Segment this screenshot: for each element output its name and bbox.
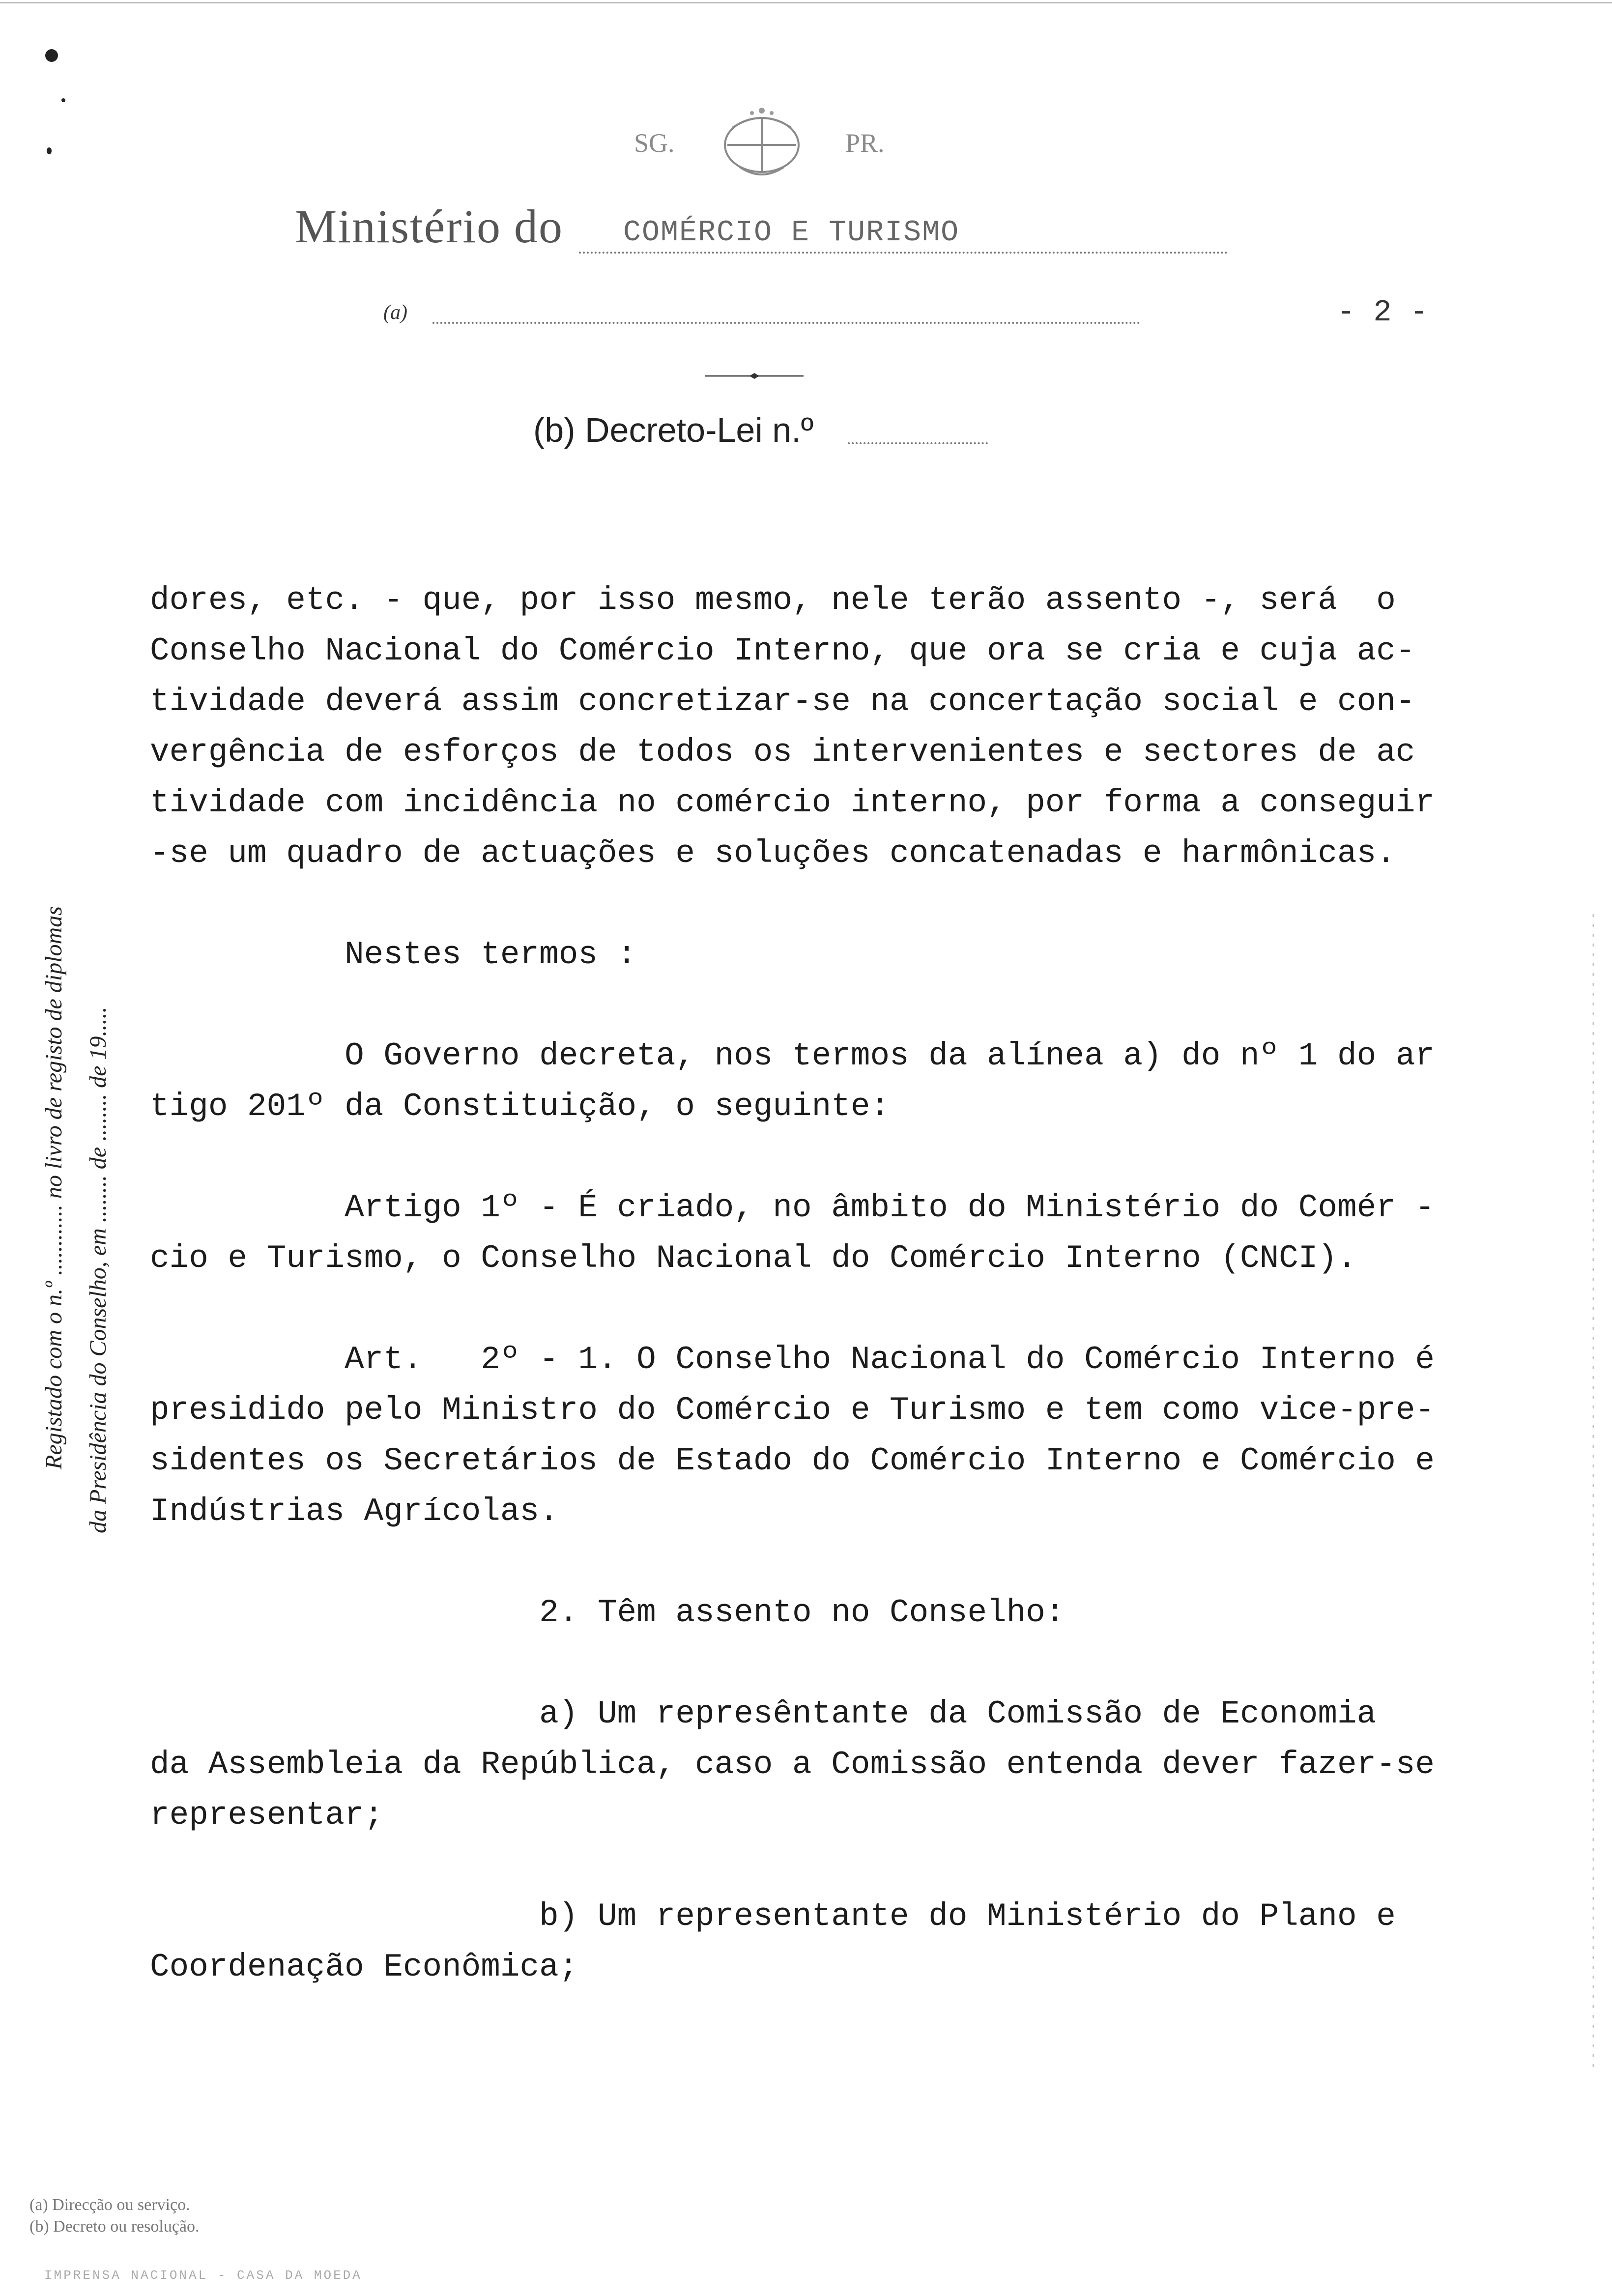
body-line: Art. 2º - 1. O Conselho Nacional do Comércio Interno é [150, 1341, 1435, 1378]
body-line: 2. Têm assento no Conselho: [150, 1594, 1065, 1631]
body-line: Artigo 1º - É criado, no âmbito do Ministério do Comér - [150, 1189, 1435, 1226]
body-line: representar; [150, 1797, 384, 1834]
footnote-a: (a) Direcção ou serviço. [29, 2196, 190, 2214]
body-line [150, 1840, 1467, 1891]
body-line: sidentes os Secretários de Estado do Comércio Interno e Comércio e [150, 1442, 1435, 1479]
body-line: Coordenação Econômica; [150, 1949, 578, 1985]
margin-presidencia-line: da Presidência do Conselho, em ........ de ........ de 19..... [85, 1006, 111, 1533]
ministerio-label: Ministério do [295, 200, 563, 253]
body-line [150, 1132, 1467, 1182]
decreto-dotted-line [848, 442, 988, 444]
field-a-dotted-line [432, 322, 1140, 324]
footnotes [29, 2194, 200, 2238]
field-a-label: (a) [383, 301, 407, 324]
ministerio-value: COMÉRCIO E TURISMO [623, 216, 960, 250]
body-line [150, 1638, 1467, 1689]
body-line: da Assembleia da República, caso a Comissão entenda dever fazer-se [150, 1746, 1435, 1783]
body-line: Conselho Nacional do Comércio Interno, que ora se cria e cuja ac- [150, 632, 1415, 669]
scan-speck [47, 147, 52, 154]
body-line: Nestes termos : [150, 936, 637, 973]
body-line: tividade deverá assim concretizar-se na concertação social e con- [150, 683, 1415, 720]
scan-speck [45, 49, 58, 62]
document-body [150, 575, 1467, 1992]
scan-speck [61, 98, 65, 102]
scan-edge-marks [1591, 914, 1595, 2074]
printer-note: IMPRENSA NACIONAL - CASA DA MOEDA [44, 2268, 362, 2283]
body-line [150, 1537, 1467, 1587]
coat-of-arms-header [634, 98, 890, 182]
top-edge-line [0, 2, 1612, 3]
body-line: presidido pelo Ministro do Comércio e Turismo e tem como vice-pre- [150, 1392, 1435, 1429]
body-line: tigo 201º da Constituição, o seguinte: [150, 1088, 890, 1125]
body-line [150, 879, 1467, 929]
body-line [150, 1284, 1467, 1334]
body-line: O Governo decreta, nos termos da alínea a) do nº 1 do ar [150, 1037, 1435, 1074]
footnote-b: (b) Decreto ou resolução. [29, 2217, 200, 2236]
header-mark-left: SG. [634, 128, 675, 158]
header-mark-right: PR. [845, 128, 885, 158]
margin-registration-line: Registado com o n.º ............ no livro de registo de diplomas [41, 906, 67, 1469]
body-line: tividade com incidência no comércio interno, por forma a conseguir [150, 784, 1435, 821]
body-line: dores, etc. - que, por isso mesmo, nele terão assento -, será o [150, 582, 1396, 619]
decreto-lei-label: (b) Decreto-Lei n.º [533, 411, 814, 449]
ornament-divider [705, 371, 804, 381]
body-line [150, 980, 1467, 1031]
body-line: -se um quadro de actuações e soluções concatenadas e harmônicas. [150, 835, 1396, 872]
body-line: b) Um representante do Ministério do Plano e [150, 1898, 1396, 1935]
page-number: - 2 - [1337, 295, 1429, 330]
body-line: cio e Turismo, o Conselho Nacional do Comércio Interno (CNCI). [150, 1240, 1357, 1277]
body-line: vergência de esforços de todos os intervenientes e sectores de ac [150, 734, 1415, 771]
body-line: a) Um represêntante da Comissão de Economia [150, 1695, 1377, 1732]
ministerio-dotted-line [579, 252, 1228, 254]
body-line: Indústrias Agrícolas. [150, 1493, 559, 1530]
